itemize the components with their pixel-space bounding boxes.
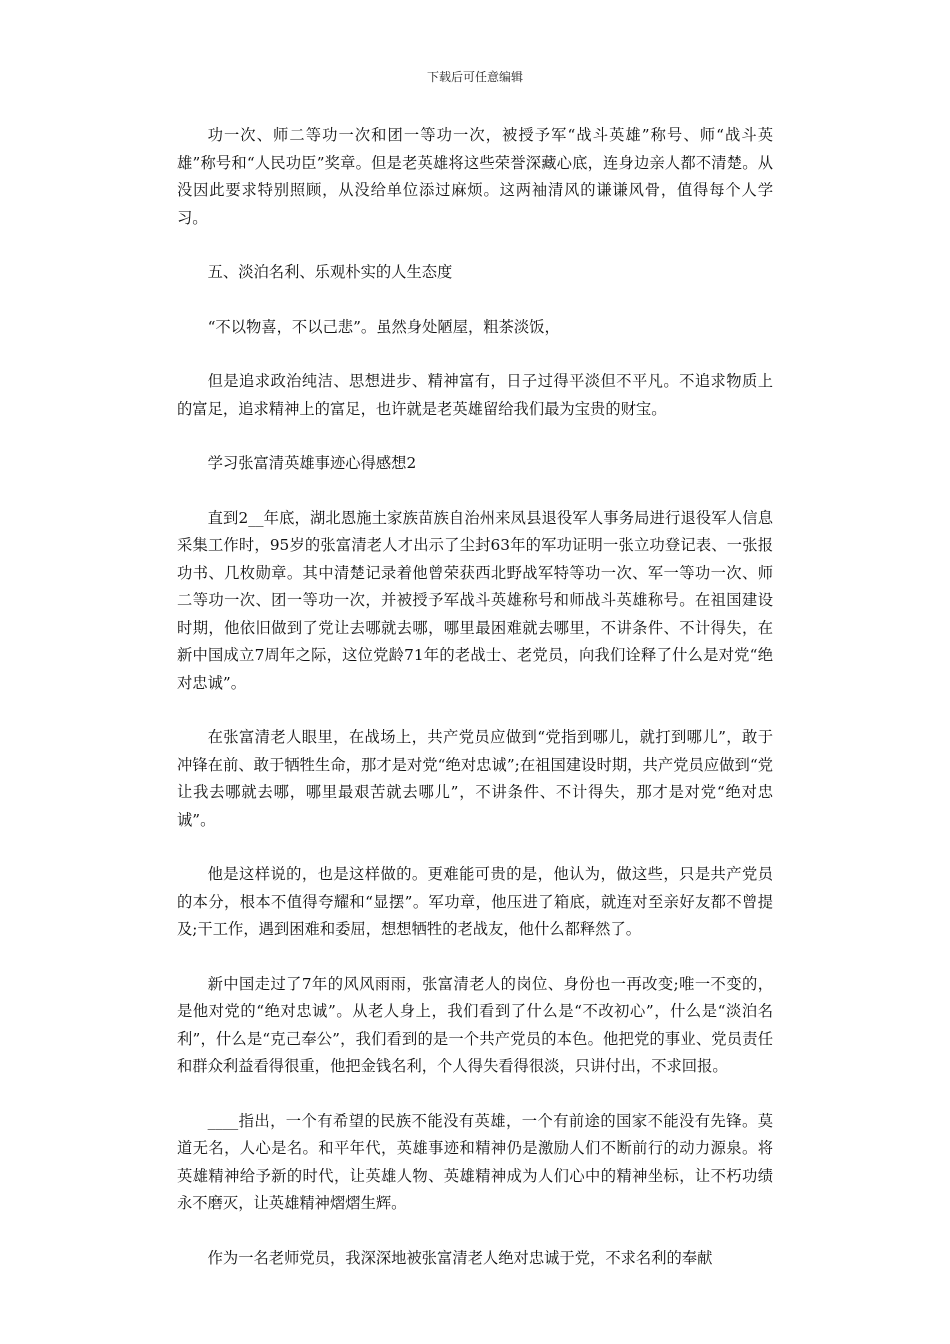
paragraph-2: “不以物喜，不以己悲”。虽然身处陋屋，粗茶淡饭， [207, 317, 560, 336]
paragraph-1: 功一次、师二等功一次和团一等功一次，被授予军“战斗英雄”称号、师“战斗英雄”称号和“人民功臣”奖章。但是老英雄将这些荣誉深藏心底，连身边亲人都不清楚。从没因此要求特别照顾，从没给单位添过麻烦。这两袖清风的谦谦风骨，值得每个人学习。 [177, 126, 773, 227]
paragraph-3: 但是追求政治纯洁、思想进步、精神富有，日子过得平淡但不平凡。不追求物质上的富足，追求精神上的富足，也许就是老英雄留给我们最为宝贵的财宝。 [177, 372, 773, 418]
document-body [177, 122, 773, 1299]
page-header: 下载后可任意编辑 [426, 70, 523, 84]
paragraph-4: 直到2__年底，湖北恩施土家族苗族自治州来凤县退役军人事务局进行退役军人信息采集工作时，95岁的张富清老人才出示了尘封63年的军功证明一张立功登记表、一张报功书、几枚勋章。其中清楚记录着他曾荣获西北野战军特等功一次、军一等功一次、师二等功一次、团一等功一次，并被授予军战斗英雄称号和师战斗英雄称号。在祖国建设时期，他依旧做到了党让去哪就去哪，哪里最困难就去哪里，不讲条件、不计得失，在新中国成立7周年之际，这位党龄71年的老战士、老党员，向我们诠释了什么是对党“绝对忠诚”。 [177, 508, 773, 692]
essay-title-2: 学习张富清英雄事迹心得感想2 [207, 454, 417, 472]
paragraph-7: 新中国走过了7年的风风雨雨，张富清老人的岗位、身份也一再改变;唯一不变的，是他对党的“绝对忠诚”。从老人身上，我们看到了什么是“不改初心”，什么是“淡泊名利”，什么是“克己奉公”，我们看到的是一个共产党员的本色。他把党的事业、党员责任和群众利益看得很重，他把金钱名利，个人得失看得很淡，只讲付出，不求回报。 [177, 974, 773, 1075]
paragraph-6: 他是这样说的，也是这样做的。更难能可贵的是，他认为，做这些，只是共产党员的本分，根本不值得夸耀和“显摆”。军功章，他压进了箱底，就连对至亲好友都不曾提及;干工作，遇到困难和委屈，想想牺牲的老战友，他什么都释然了。 [177, 865, 773, 938]
paragraph-9: 作为一名老师党员，我深深地被张富清老人绝对忠诚于党，不求名利的奉献 [207, 1248, 713, 1267]
section-heading-5: 五、淡泊名利、乐观朴实的人生态度 [207, 263, 453, 281]
paragraph-8: ____指出，一个有希望的民族不能没有英雄，一个有前途的国家不能没有先锋。莫道无名，人心是名。和平年代，英雄事迹和精神仍是激励人们不断前行的动力源泉。将英雄精神给予新的时代，让英雄人物、英雄精神成为人们心中的精神坐标，让不朽功绩永不磨灭，让英雄精神熠熠生辉。 [177, 1111, 773, 1212]
paragraph-5: 在张富清老人眼里，在战场上，共产党员应做到“党指到哪儿，就打到哪儿”，敢于冲锋在前、敢于牺牲生命，那才是对党“绝对忠诚”;在祖国建设时期，共产党员应做到“党让我去哪就去哪，哪里最艰苦就去哪儿”，不讲条件、不计得失，那才是对党“绝对忠诚”。 [177, 728, 773, 829]
